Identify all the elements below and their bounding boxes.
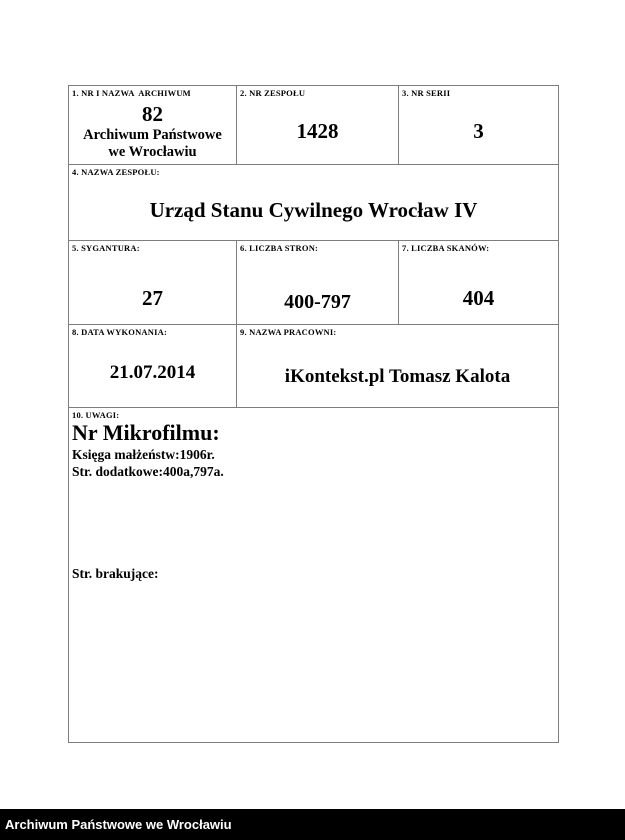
remarks-line-missing-pages: Str. brakujące: (72, 566, 159, 581)
execution-date-value: 21.07.2014 (109, 362, 196, 383)
field-execution-date-label: 8. DATA WYKONANIA: (72, 327, 167, 337)
fonds-name-value: Urząd Stanu Cywilnego Wrocław IV (149, 198, 478, 222)
field-workshop-name (237, 325, 558, 408)
field-archive (69, 86, 237, 165)
page-count-value: 400-797 (284, 291, 351, 313)
remarks-line-additional-pages: Str. dodatkowe:400a,797a. (72, 464, 224, 479)
field-remarks-label: 10. UWAGI: (72, 410, 120, 420)
signature-value: 27 (142, 286, 163, 310)
footer-bar (0, 809, 625, 840)
field-remarks (69, 408, 558, 742)
field-page-count (237, 241, 399, 325)
field-fonds-name-label: 4. NAZWA ZESPOŁU: (72, 167, 160, 177)
archive-name-line2: we Wrocławiu (108, 143, 197, 160)
form-row-1 (69, 86, 558, 165)
form-row-5 (69, 408, 558, 742)
archive-number: 82 (142, 101, 163, 126)
archive-name-line1: Archiwum Państwowe (83, 126, 222, 143)
form-row-4 (69, 325, 558, 408)
field-signature (69, 241, 237, 325)
field-fonds-number (237, 86, 399, 165)
field-fonds-name (69, 165, 558, 241)
field-execution-date (69, 325, 237, 408)
scan-count-value: 404 (462, 286, 495, 310)
field-scan-count-label: 7. LICZBA SKANÓW: (402, 243, 490, 253)
field-signature-label: 5. SYGANTURA: (72, 243, 140, 253)
series-number-value: 3 (473, 118, 484, 143)
remarks-line-marriage-book: Księga małżeństw:1906r. (72, 447, 215, 462)
workshop-name-value: iKontekst.pl Tomasz Kalota (284, 366, 511, 387)
remarks-spacer (72, 480, 554, 565)
fonds-number-value: 1428 (296, 118, 339, 143)
archival-form-table (68, 85, 559, 743)
field-page-count-label: 6. LICZBA STRON: (240, 243, 319, 253)
field-series-number (399, 86, 558, 165)
remarks-heading: Nr Mikrofilmu: (72, 420, 220, 445)
remarks-body (69, 408, 558, 582)
field-workshop-name-label: 9. NAZWA PRACOWNI: (240, 327, 337, 337)
footer-archive-name: Archiwum Państwowe we Wrocławiu (5, 817, 232, 832)
form-row-3 (69, 241, 558, 325)
field-fonds-number-label: 2. NR ZESPOŁU (240, 88, 306, 98)
form-row-2 (69, 165, 558, 241)
field-series-number-label: 3. NR SERII (402, 88, 451, 98)
field-archive-label: 1. NR I NAZWA ARCHIWUM (72, 88, 191, 98)
field-scan-count (399, 241, 558, 325)
